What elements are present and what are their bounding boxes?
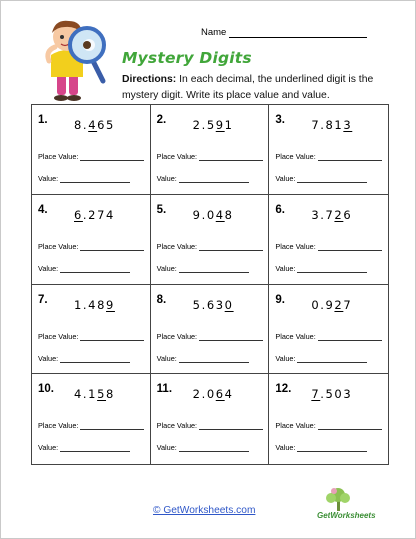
problem-number: 11.	[156, 383, 173, 396]
place-value-row	[157, 332, 263, 341]
value-blank[interactable]	[179, 445, 249, 452]
place-value-label: Place Value:	[156, 331, 198, 341]
underlined-digit: 2	[334, 297, 344, 312]
value-row	[38, 174, 130, 183]
directions-label: Directions:	[122, 74, 177, 85]
problem-number: 2.	[156, 114, 167, 126]
problem-number: 1.	[38, 114, 48, 126]
place-value-label: Place Value:	[38, 331, 79, 341]
place-value-row	[157, 421, 263, 430]
place-value-row	[275, 421, 381, 430]
decimal-number	[193, 298, 234, 312]
value-label: Value:	[156, 353, 177, 363]
problem-cell	[32, 285, 151, 375]
problem-number: 7.	[38, 293, 48, 306]
decimal-before: 9.0	[192, 207, 216, 222]
value-row	[38, 354, 130, 363]
value-label: Value:	[275, 174, 296, 183]
place-value-label: Place Value:	[156, 421, 198, 431]
place-value-blank[interactable]	[318, 334, 382, 341]
problem-number: 5.	[156, 203, 167, 216]
value-blank[interactable]	[60, 266, 130, 273]
decimal-before: 5.63	[192, 297, 225, 312]
problem-number: 9.	[275, 293, 285, 306]
place-value-label: Place Value:	[275, 331, 316, 341]
decimal-after: 8	[224, 207, 234, 222]
problem-cell	[151, 105, 270, 195]
underlined-digit: 3	[343, 118, 353, 132]
detective-kid-illustration	[41, 15, 117, 103]
underlined-digit: 7	[311, 387, 321, 402]
name-field-row	[201, 27, 367, 38]
value-blank[interactable]	[60, 356, 130, 363]
decimal-number	[311, 118, 352, 132]
decimal-after: 4	[224, 387, 234, 402]
decimal-number	[193, 387, 234, 401]
problem-cell	[269, 285, 388, 375]
place-value-row	[275, 332, 381, 341]
place-value-row	[38, 421, 144, 430]
value-row	[38, 264, 130, 273]
value-label: Value:	[156, 174, 177, 183]
place-value-row	[38, 332, 144, 341]
place-value-label: Place Value:	[275, 152, 316, 161]
decimal-after: 6	[343, 207, 353, 222]
value-row	[275, 354, 367, 363]
value-label: Value:	[275, 263, 296, 273]
value-blank[interactable]	[297, 266, 367, 273]
directions-text	[122, 72, 384, 104]
decimal-before: 4.1	[74, 387, 98, 402]
value-row	[38, 443, 130, 452]
underlined-digit: 2	[334, 207, 344, 222]
decimal-before: 2.0	[192, 387, 216, 402]
place-value-blank[interactable]	[318, 154, 382, 161]
value-row	[157, 174, 249, 183]
problem-cell	[32, 374, 151, 464]
place-value-row	[275, 242, 381, 251]
decimal-number	[311, 387, 352, 401]
value-row	[157, 354, 249, 363]
decimal-number	[311, 298, 352, 312]
place-value-blank[interactable]	[199, 334, 263, 341]
place-value-label: Place Value:	[38, 152, 79, 161]
place-value-label: Place Value:	[275, 241, 316, 251]
decimal-number	[193, 208, 234, 222]
place-value-label: Place Value:	[38, 421, 79, 431]
problem-cell	[32, 105, 151, 195]
underlined-digit: 5	[97, 387, 107, 402]
problem-number: 12.	[275, 383, 292, 396]
decimal-after: 65	[97, 118, 115, 132]
decimal-number	[74, 387, 115, 401]
value-label: Value:	[275, 353, 296, 363]
decimal-after: .274	[82, 207, 115, 222]
value-row	[157, 264, 249, 273]
value-label: Value:	[156, 443, 177, 453]
place-value-row	[38, 152, 144, 161]
place-value-blank[interactable]	[318, 244, 382, 251]
place-value-blank[interactable]	[80, 244, 144, 251]
value-blank[interactable]	[179, 176, 249, 183]
problem-cell	[269, 105, 388, 195]
problem-number: 10.	[38, 383, 54, 396]
place-value-row	[38, 242, 144, 251]
underlined-digit: 0	[224, 297, 234, 312]
decimal-after: 8	[106, 387, 115, 402]
copyright-link[interactable]: © GetWorksheets.com	[153, 505, 256, 516]
value-blank[interactable]	[179, 266, 249, 273]
decimal-number	[311, 208, 352, 222]
decimal-number	[74, 298, 115, 312]
name-label: Name	[201, 27, 227, 38]
problem-number: 6.	[275, 203, 285, 216]
underlined-digit: 4	[215, 207, 225, 222]
place-value-blank[interactable]	[199, 423, 263, 430]
decimal-before: 0.9	[311, 297, 335, 312]
decimal-after: .503	[320, 387, 353, 402]
value-label: Value:	[38, 443, 59, 453]
place-value-label: Place Value:	[275, 421, 316, 431]
decimal-after: 1	[224, 118, 234, 132]
place-value-blank[interactable]	[318, 423, 382, 430]
value-label: Value:	[275, 443, 296, 453]
place-value-label: Place Value:	[38, 241, 79, 251]
problem-number: 4.	[38, 203, 48, 216]
problem-cell	[269, 195, 388, 285]
decimal-before: 3.7	[311, 207, 335, 222]
place-value-row	[275, 152, 381, 161]
value-blank[interactable]	[179, 356, 249, 363]
problem-cell	[151, 285, 270, 375]
value-label: Value:	[156, 263, 177, 273]
problem-cell	[151, 374, 270, 464]
problem-cell	[269, 374, 388, 464]
value-blank[interactable]	[60, 176, 130, 183]
underlined-digit: 6	[215, 387, 225, 402]
place-value-blank[interactable]	[80, 423, 144, 430]
worksheet-title: Mystery Digits	[122, 49, 252, 67]
value-blank[interactable]	[297, 445, 367, 452]
problem-number: 8.	[156, 293, 167, 306]
place-value-label: Place Value:	[156, 241, 198, 251]
problem-grid	[31, 104, 389, 465]
logo-wordmark: GetWorksheets	[317, 511, 376, 520]
decimal-number	[193, 118, 234, 132]
value-label: Value:	[38, 263, 59, 273]
value-row	[275, 443, 367, 452]
place-value-blank[interactable]	[199, 244, 263, 251]
value-blank[interactable]	[297, 176, 367, 183]
place-value-row	[157, 152, 263, 161]
problem-number: 3.	[275, 114, 285, 126]
place-value-row	[157, 242, 263, 251]
problem-cell	[32, 195, 151, 285]
decimal-number	[74, 208, 115, 222]
value-blank[interactable]	[60, 445, 130, 452]
place-value-label: Place Value:	[156, 152, 198, 161]
place-value-blank[interactable]	[80, 334, 144, 341]
underlined-digit: 6	[74, 207, 83, 222]
decimal-before: 7.81	[311, 118, 344, 132]
decimal-after: 7	[343, 297, 353, 312]
directions-body: In each decimal, the underlined digit is the mystery digit. Write its place value and value.	[122, 74, 374, 101]
place-value-blank[interactable]	[199, 154, 263, 161]
getworksheets-tree-logo	[307, 485, 377, 527]
decimal-before: 8.	[74, 118, 89, 132]
value-row	[157, 443, 249, 452]
place-value-blank[interactable]	[80, 154, 144, 161]
underlined-digit: 9	[106, 297, 115, 312]
value-label: Value:	[38, 353, 59, 363]
decimal-number	[74, 118, 115, 132]
value-blank[interactable]	[297, 356, 367, 363]
name-blank-line[interactable]	[229, 29, 367, 38]
underlined-digit: 9	[215, 118, 225, 132]
value-label: Value:	[38, 174, 59, 183]
underlined-digit: 4	[88, 118, 98, 132]
decimal-before: 2.5	[192, 118, 216, 132]
value-row	[275, 264, 367, 273]
decimal-before: 1.48	[74, 297, 107, 312]
value-row	[275, 174, 367, 183]
problem-cell	[151, 195, 270, 285]
